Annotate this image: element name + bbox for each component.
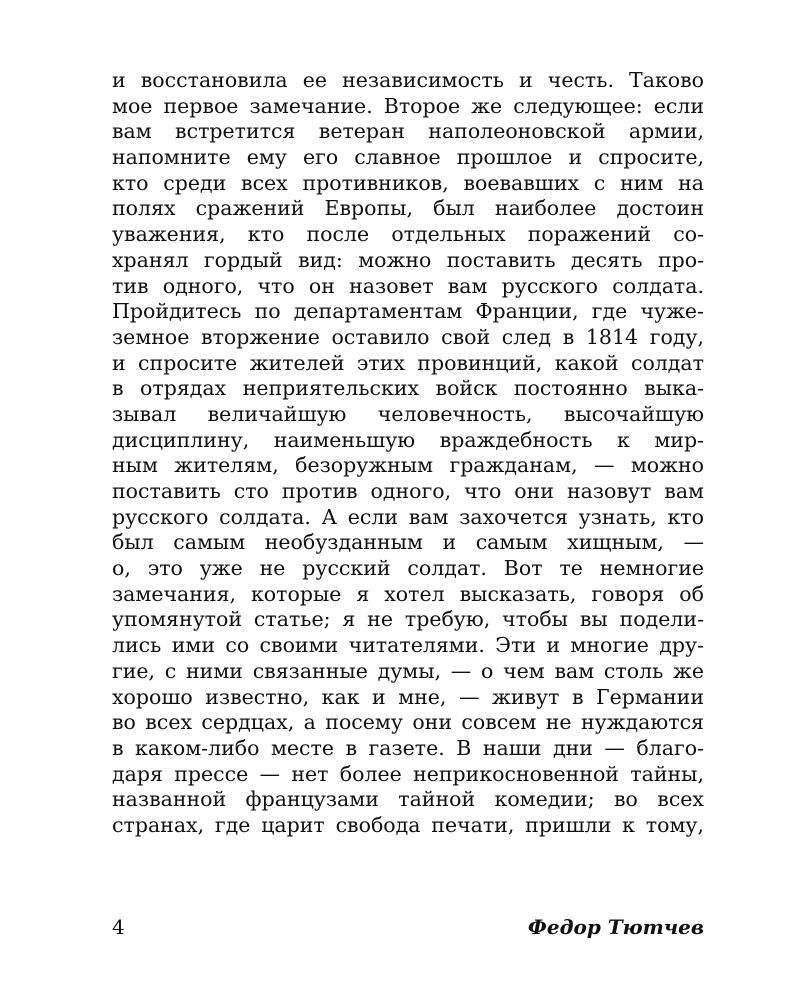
page-body xyxy=(112,68,704,839)
text-line: уважения, кто после отдельных поражений со- xyxy=(112,222,704,247)
text-line: в отрядах неприятельских войск постоянно выка- xyxy=(112,376,704,401)
running-author: Федор Тютчев xyxy=(527,915,704,939)
text-line: лись ими со своими читателями. Эти и многие дру- xyxy=(112,633,704,658)
text-line: поставить сто против одного, что они назовут вам xyxy=(112,479,704,503)
text-line: русского солдата. А если вам захочется узнать, кто xyxy=(112,504,704,529)
text-line: во всех сердцах, а посему они совсем не нуждаются xyxy=(112,710,704,735)
text-line: мое первое замечание. Второе же следующее: если xyxy=(112,93,704,118)
text-line: вам встретится ветеран наполеоновской армии, xyxy=(112,119,704,144)
page-number: 4 xyxy=(112,915,125,939)
text-line: тив одного, что он назовет вам русского солдата. xyxy=(112,273,704,298)
text-line: даря прессе — нет более неприкосновенной тайны, xyxy=(112,761,704,786)
text-line: хранял гордый вид: можно поставить десять про- xyxy=(112,247,704,272)
text-line: напомните ему его славное прошлое и спросите, xyxy=(112,145,704,170)
text-line: Пройдитесь по департаментам Франции, где чуже- xyxy=(112,299,704,324)
text-line: и восстановила ее независимость и честь. Таково xyxy=(112,68,704,92)
text-line: о, это уже не русский солдат. Вот те немногие xyxy=(112,556,704,581)
text-line: кто среди всех противников, воевавших с ним на xyxy=(112,170,704,195)
text-line: в каком-либо месте в газете. В наши дни — благо- xyxy=(112,735,704,760)
text-line: ным жителям, безоружным гражданам, — можно xyxy=(112,453,704,478)
text-line: и спросите жителей этих провинций, какой солдат xyxy=(112,350,704,375)
text-line: упомянутой статье; я не требую, чтобы вы подели- xyxy=(112,607,704,632)
text-line: зывал величайшую человечность, высочайшую xyxy=(112,401,704,426)
text-line: названной французами тайной комедии; во всех xyxy=(112,787,704,812)
page-footer xyxy=(112,915,704,945)
text-line: хорошо известно, как и мне, — живут в Германии xyxy=(112,684,704,709)
text-line: гие, с ними связанные думы, — о чем вам столь же xyxy=(112,658,704,683)
text-line: замечания, которые я хотел высказать, говоря об xyxy=(112,581,704,606)
text-line: был самым необузданным и самым хищным, — xyxy=(112,530,704,555)
text-line: земное вторжение оставило свой след в 1814 году, xyxy=(112,324,704,349)
text-line: странах, где царит свобода печати, пришли к тому, xyxy=(112,812,704,837)
text-line: дисциплину, наименьшую враждебность к мир- xyxy=(112,427,704,452)
text-line: полях сражений Европы, был наиболее достоин xyxy=(112,196,704,221)
